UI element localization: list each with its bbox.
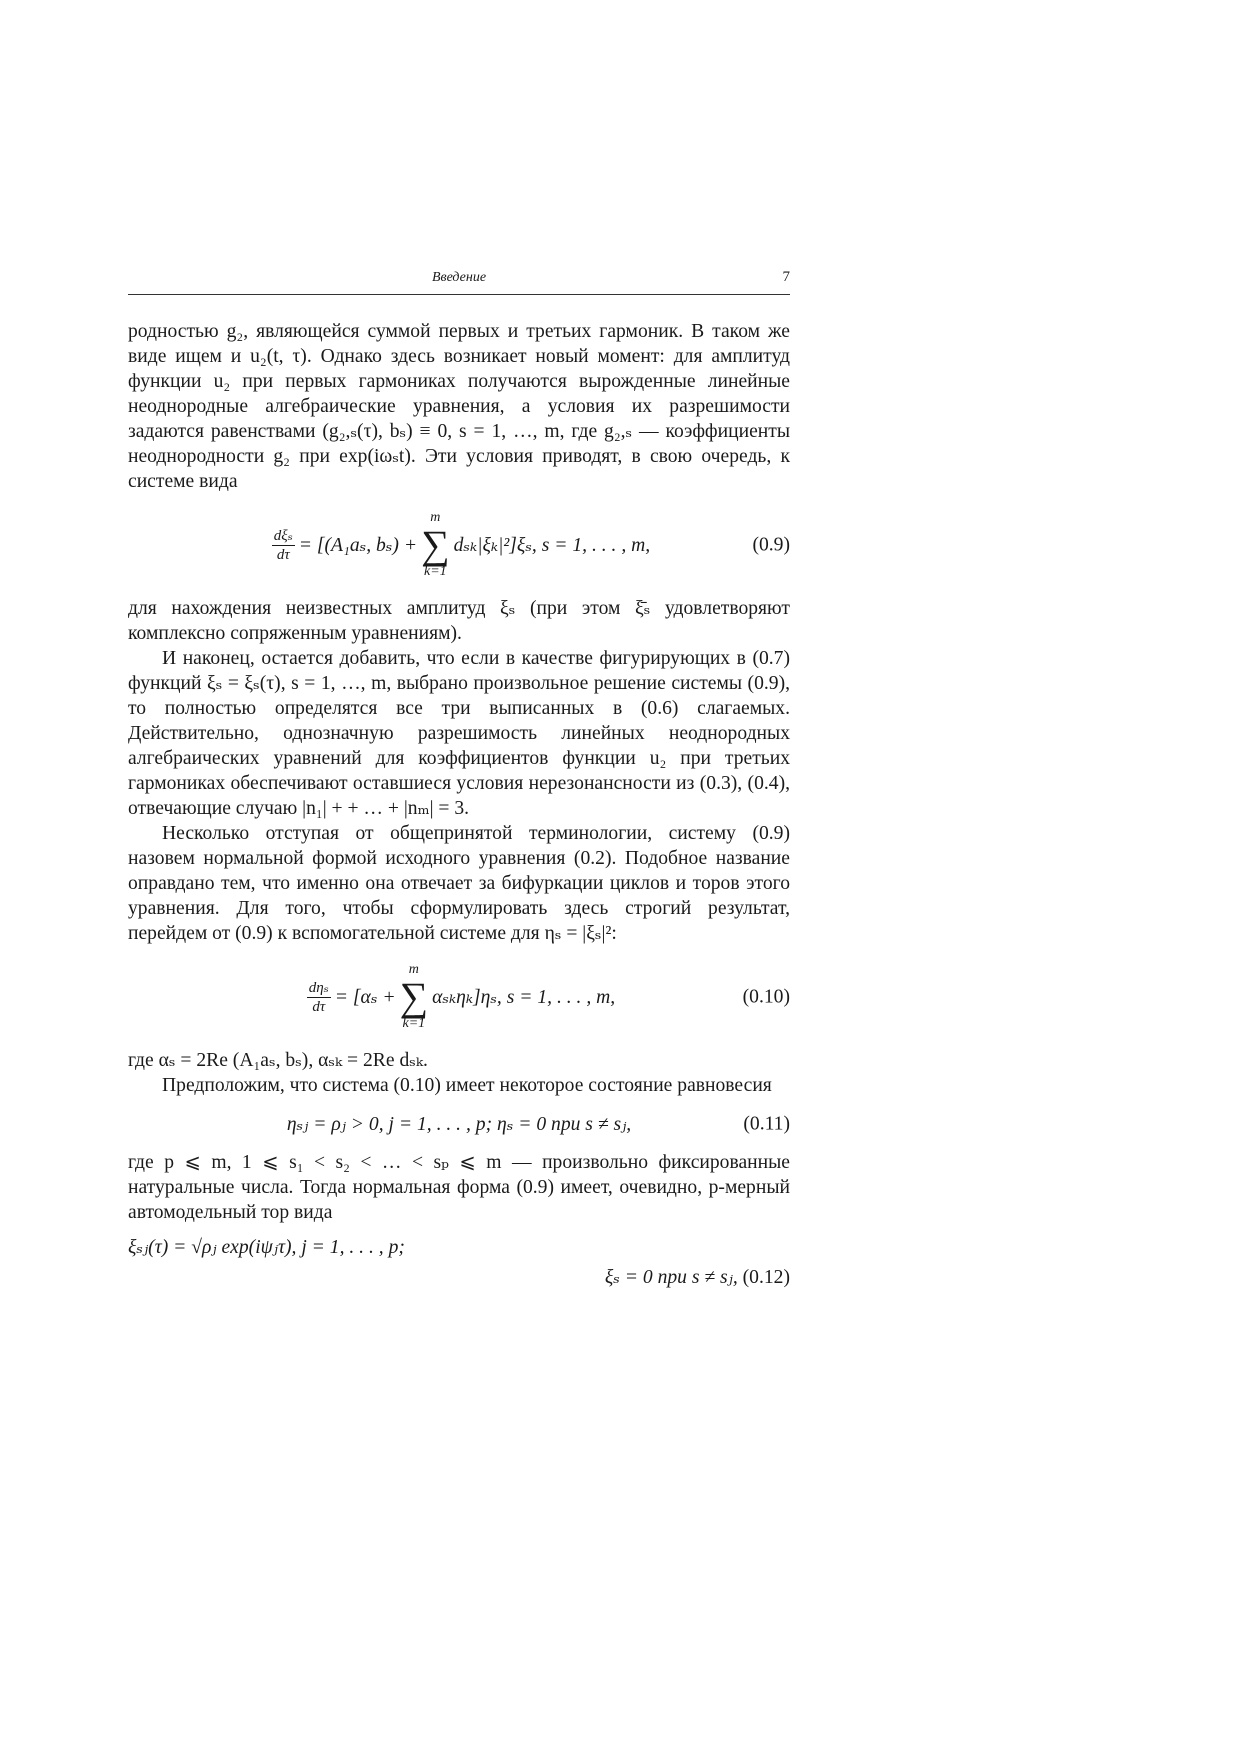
sum-upper-limit: m [430,510,441,525]
equation-line-2-wrap [605,1265,790,1290]
paragraph-7: где p ⩽ m, 1 ⩽ s₁ < s₂ < … < sₚ ⩽ m — произвольно фиксированные натуральные числа. Тогда нормальная форма (0.9) имеет, очевидно, p-мерный автомодельный тор вида [128,1152,790,1223]
running-title: Введение [431,270,487,285]
page [128,268,790,1297]
fraction-denominator: dτ [312,998,326,1015]
paragraph-2: для нахождения неизвестных амплитуд ξₛ (при этом ξ̄ₛ удовлетворяют комплексно сопряженным уравнениям). [128,598,790,644]
paragraph-6: Предположим, что система (0.10) имеет некоторое состояние равновесия [162,1075,772,1096]
equation-body: ηₛⱼ = ρⱼ > 0, j = 1, . . . , p; ηₛ = 0 при s ≠ sⱼ, [286,1113,632,1135]
fraction-numerator: dξₛ [273,527,293,544]
equation-number: (0.12) [742,1267,790,1288]
equation-left-part: = [αₛ + [334,986,396,1008]
paragraph-3: И наконец, остается добавить, что если в качестве фигурирующих в (0.7) функций ξₛ = ξₛ(τ), s = 1, …, m, выбрано произвольное решение системы (0.9), то полностью определятся все три выписанных в (0.6) слагаемых. Действительно, однозначную разрешимость линейных неоднородных алгебраических уравнений для коэффициентов функции u₂ при третьих гармониках обеспечивают оставшиеся условия нерезонансности из (0.3), (0.4), отвечающие случаю |n₁| + + … + |nₘ| = 3. [128,648,790,819]
equation-0-10 [128,951,790,1043]
page-number: 7 [782,269,790,285]
equation-number: (0.9) [752,534,790,556]
paragraph-5: где αₛ = 2Re (A₁aₛ, bₛ), αₛₖ = 2Re dₛₖ. [128,1050,428,1071]
equation-right-part: αₛₖηₖ]ηₛ, s = 1, . . . , m, [432,986,616,1008]
equation-line-2: ξₛ = 0 при s ≠ sⱼ, [604,1267,738,1288]
sigma-symbol: ∑ [421,522,450,567]
equation-0-11 [128,1104,790,1144]
fraction [307,979,331,1016]
running-header [128,268,790,295]
fraction [272,527,295,564]
equation-right-part: dₛₖ|ξₖ|²]ξₛ, s = 1, . . . , m, [453,534,651,556]
body-text [128,319,790,1297]
paragraph-4: Несколько отступая от общепринятой терминологии, систему (0.9) назовем нормальной формой исходного уравнения (0.2). Подобное название оправдано тем, что именно она отвечает за бифуркации циклов и торов этого уравнения. Для того, чтобы сформулировать здесь строгий результат, перейдем от (0.9) к вспомогательной системе для ηₛ = |ξₛ|²: [128,823,790,944]
paragraph-1: родностью g₂, являющейся суммой первых и третьих гармоник. В таком же виде ищем и u₂(t, τ). Однако здесь возникает новый момент: для амплитуд функции u₂ при первых гармониках получаются вырожденные линейные неоднородные алгебраические уравнения, а условия их разрешимости задаются равенствами (g₂,ₛ(τ), bₛ) ≡ 0, s = 1, …, m, где g₂,ₛ — коэффициенты неоднородности g₂ при exp(iωₛt). Эти условия приводят, в свою очередь, к системе вида [128,321,790,492]
summation [400,963,429,1031]
sum-lower-limit: k=1 [423,564,447,579]
equation-number: (0.10) [742,986,790,1008]
equation-0-12 [128,1233,790,1297]
fraction-denominator: dτ [276,546,290,563]
equation-line-1: ξₛⱼ(τ) = √ρⱼ exp(iψⱼτ), j = 1, . . . , p; [128,1237,405,1258]
sum-lower-limit: k=1 [402,1016,426,1031]
equation-0-9 [128,499,790,591]
summation [421,511,450,579]
sigma-symbol: ∑ [399,974,429,1019]
sum-upper-limit: m [408,962,419,977]
fraction-numerator: dηₛ [308,979,329,996]
equation-number: (0.11) [743,1113,790,1135]
equation-left-part: = [(A₁aₛ, bₛ) + [298,534,418,556]
